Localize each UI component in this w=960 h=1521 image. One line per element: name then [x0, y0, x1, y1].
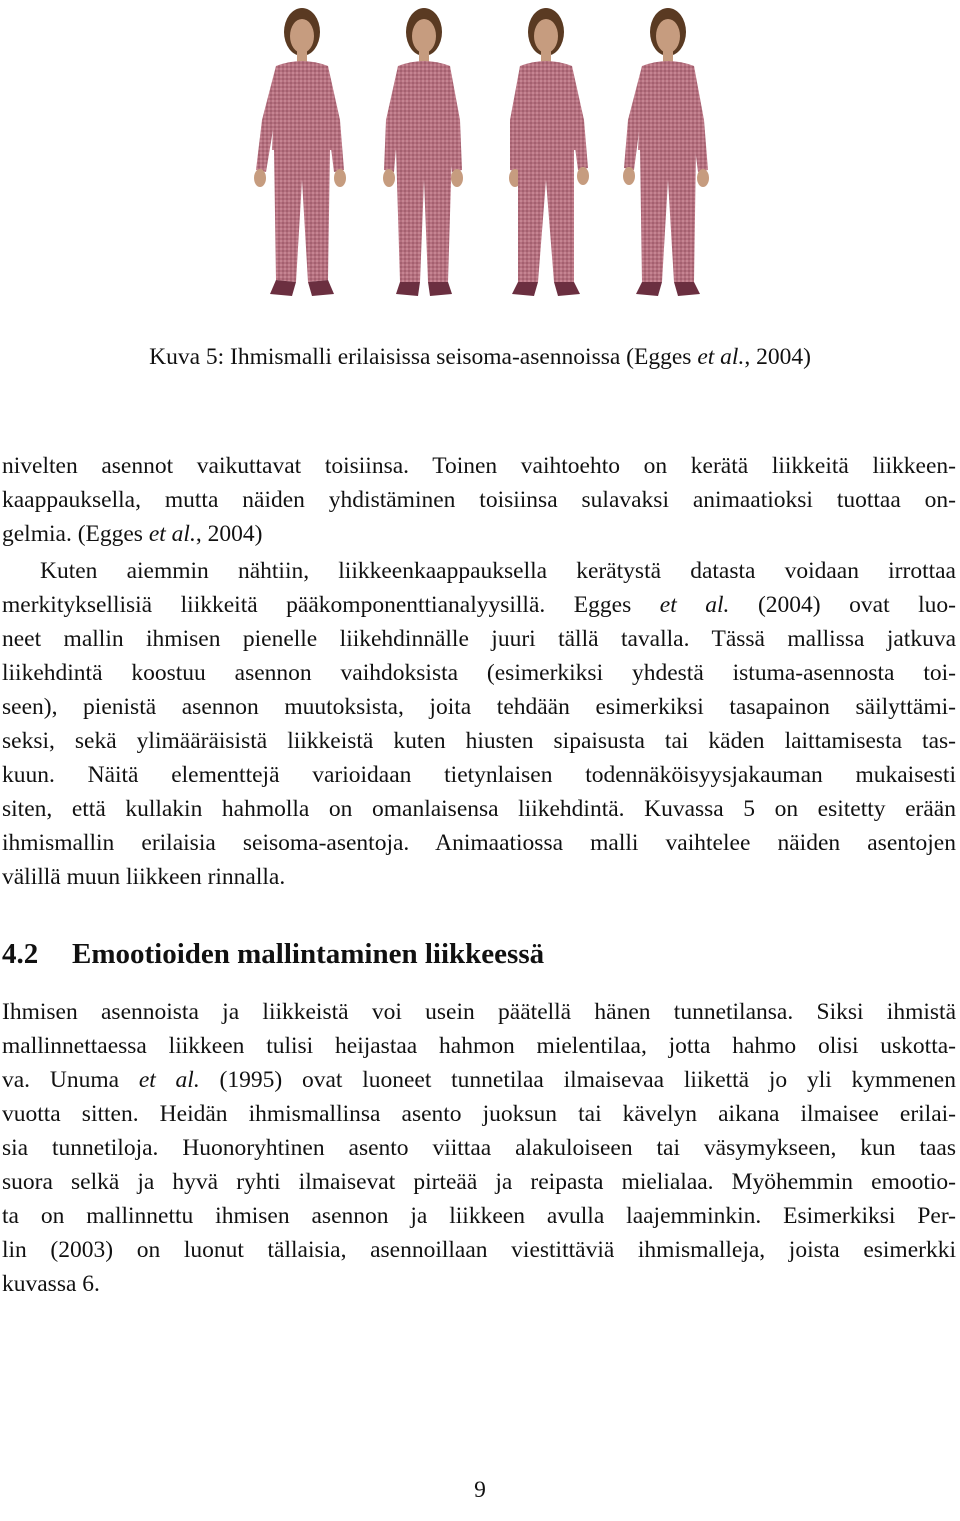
text-line: Kuten aiemmin nähtiin, liikkeenkaappauksella kerätystä datasta voidaan irrottaa: [40, 558, 956, 584]
text-line: kaappauksella, mutta näiden yhdistäminen toisiinsa sulavaksi animaatioksi tuottaa on-: [2, 487, 956, 513]
paragraph-3: [2, 995, 956, 1301]
caption-prefix: Kuva 5: Ihmismalli erilaisissa seisoma-asennoissa (Egges: [149, 344, 698, 370]
text-line: vuotta sitten. Heidän ihmismallinsa asento juoksun tai kävelyn aikana ilmaisee erilai-: [2, 1101, 956, 1127]
text-line: kuvassa 6.: [2, 1271, 100, 1297]
human-model-3: [509, 8, 589, 296]
text-run: merkityksellisiä liikkeitä pääkomponenttianalyysillä. Egges: [2, 592, 660, 618]
section-title-text: Emootioiden mallintaminen liikkeessä: [72, 938, 545, 970]
caption-etal: et al.: [697, 344, 745, 370]
text-run: va. Unuma: [2, 1067, 139, 1093]
text-line: [2, 517, 956, 551]
text-line: neet mallin ihmisen pienelle liikehdinnälle juuri tällä tavalla. Tässä mallissa jatkuva: [2, 626, 956, 652]
text-line: välillä muun liikkeen rinnalla.: [2, 864, 286, 890]
text-line: nivelten asennot vaikuttavat toisiinsa. Toinen vaihtoehto on kerätä liikkeitä liikkeen-: [2, 453, 956, 479]
section-number: 4.2: [2, 938, 39, 970]
text-line: liikehdintä koostuu asennon vaihdoksista (esimerkiksi yhdestä istuma-asennosta toi-: [2, 660, 956, 686]
etal-italic: et al.: [148, 521, 196, 547]
text-line: kuun. Näitä elementtejä varioidaan tietynlaisen todennäköisyysjakauman mukaisesti: [2, 762, 956, 788]
paragraph-2: [2, 554, 956, 894]
paragraph-1: [2, 449, 956, 551]
text-line: ta on mallinnettu ihmisen asennon ja liikkeen avulla laajemminkin. Esimerkiksi Per-: [2, 1203, 956, 1229]
text-line: seen), pienistä asennon muutoksista, joita tehdään esimerkiksi tasapainon säilyttämi-: [2, 694, 956, 720]
text-line: seksi, sekä ylimääräisistä liikkeistä kuten hiusten sipaisusta tai käden laittamisesta tas-: [2, 728, 956, 754]
figure-caption: [0, 340, 960, 374]
section-heading: [2, 934, 544, 974]
text-line: suora selkä ja hyvä ryhti ilmaisevat pirteää ja reipasta mielialaa. Myöhemmin emootio-: [2, 1169, 956, 1195]
text-run: (2004) ovat luo-: [729, 592, 956, 618]
caption-suffix: , 2004): [744, 344, 811, 370]
page-number: 9: [474, 1477, 486, 1503]
human-model-1: [254, 8, 346, 296]
text-run: (1995) ovat luoneet tunnetilaa ilmaisevaa liikettä jo yli kymmenen: [199, 1067, 956, 1093]
figure-standing-poses: [240, 0, 720, 305]
etal-italic: et al.: [659, 592, 730, 618]
etal-italic: et al.: [138, 1067, 200, 1093]
text-run: , 2004): [195, 521, 263, 547]
text-line: siten, että kullakin hahmolla on omanlaisensa liikehdintä. Kuvassa 5 on esitetty erään: [2, 796, 956, 822]
human-model-4: [623, 8, 709, 296]
human-model-2: [383, 8, 463, 296]
text-run: gelmia. (Egges: [2, 521, 149, 547]
figure-svg: [240, 0, 720, 305]
text-line: sia tunnetiloja. Huonoryhtinen asento viittaa alakuloiseen tai väsymykseen, kun taas: [2, 1135, 956, 1161]
text-line: ihmismallin erilaisia seisoma-asentoja. Animaatiossa malli vaihtelee näiden asentojen: [2, 830, 956, 856]
text-line: [2, 1063, 956, 1097]
text-line: Ihmisen asennoista ja liikkeistä voi usein päätellä hänen tunnetilansa. Siksi ihmistä: [2, 999, 956, 1025]
text-line: [2, 588, 956, 622]
text-line: lin (2003) on luonut tällaisia, asennoillaan viestittäviä ihmismalleja, joista esimerkki: [2, 1237, 956, 1263]
text-line: mallinnettaessa liikkeen tulisi heijastaa hahmon mielentilaa, jotta hahmo olisi uskotta-: [2, 1033, 956, 1059]
